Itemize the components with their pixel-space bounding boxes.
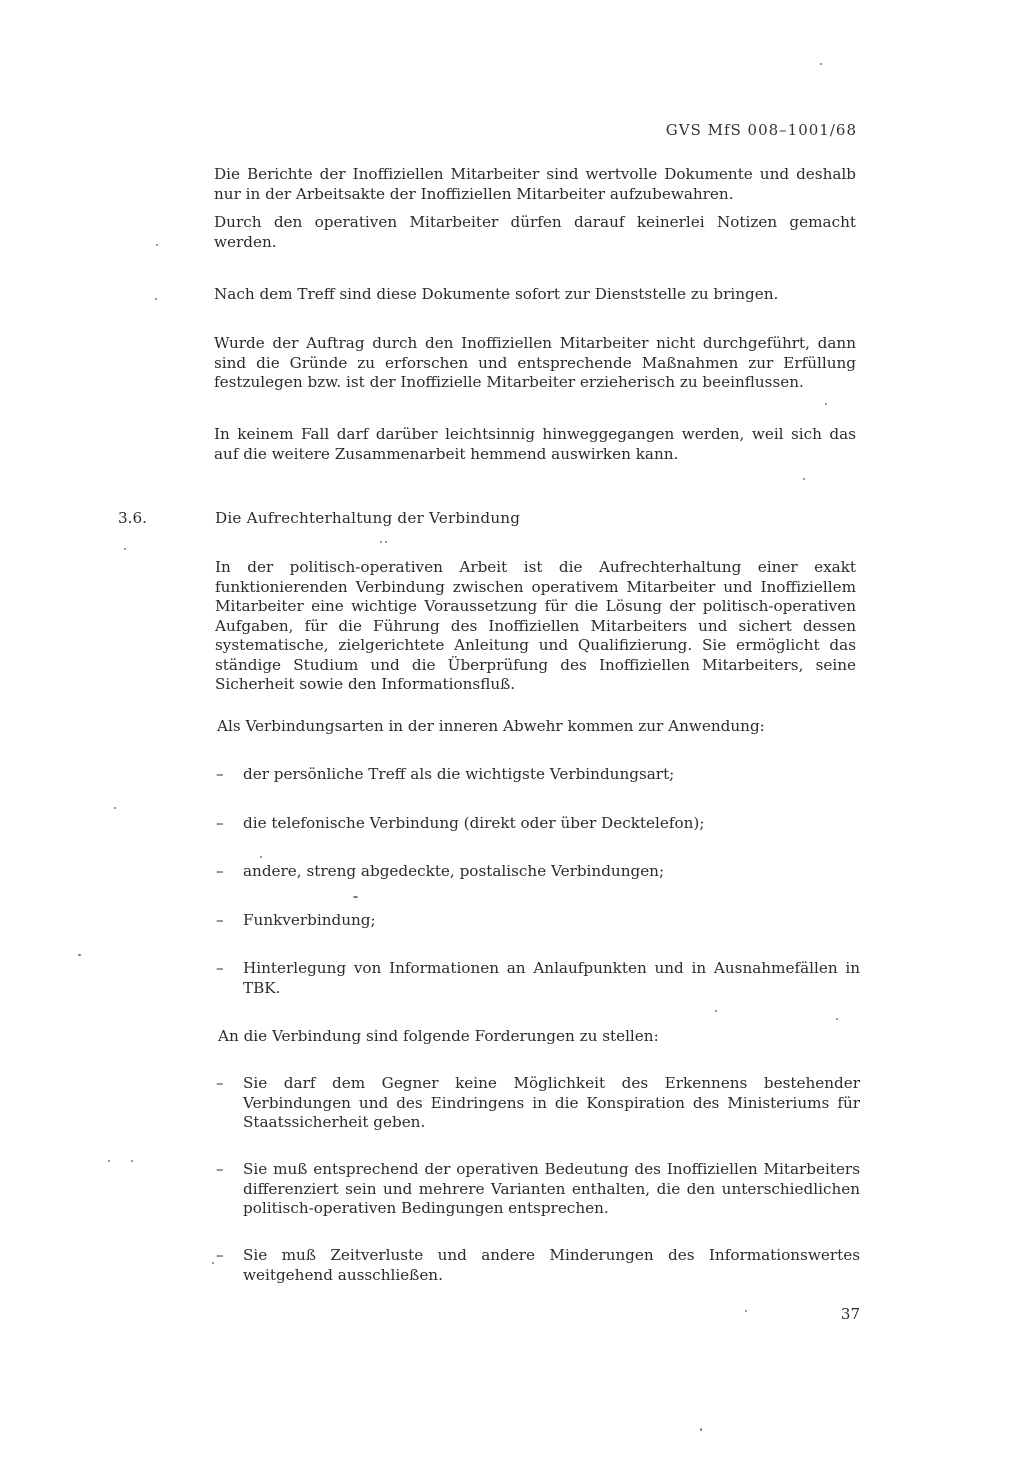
list-item-text: Hinterlegung von Informationen an Anlaufpunkten und in Ausnahmefällen in TBK.: [243, 959, 860, 997]
list-item-text: Sie muß Zeitverluste und andere Minderungen des Informationswertes weitgehend ausschließen.: [243, 1246, 860, 1284]
scan-speck: [131, 1160, 133, 1162]
scan-speck: [212, 1262, 214, 1264]
list-dash: –: [216, 911, 224, 929]
document-reference: GVS MfS 008–1001/68: [665, 121, 857, 139]
scan-speck: [260, 856, 262, 858]
scan-speck: [156, 244, 158, 246]
paragraph-reports-storage: Die Berichte der Inoffiziellen Mitarbeiter sind wertvolle Dokumente und deshalb nur in der Arbeitsakte der Inoffiziellen Mitarbeiter aufzubewahren.: [214, 165, 856, 203]
scan-speck: [700, 1428, 702, 1431]
scan-speck: [385, 541, 387, 543]
list-item: [216, 959, 860, 998]
list-dash: –: [216, 1074, 224, 1092]
list-dash: –: [216, 1246, 224, 1264]
section-intro-paragraph: In der politisch-operativen Arbeit ist die Aufrechterhaltung einer exakt funktionierenden Verbindung zwischen operativem Mitarbeiter und Inoffiziellem Mitarbeiter eine wichtige Voraussetzung für die Lösung der politisch-operativen Aufgaben, für die Führung des Inoffiziellen Mitarbeiters und sichert dessen systematische, zielgerichtete Anleitung und Qualifizierung. Sie ermöglicht das ständige Studium und die Überprüfung des Inoffiziellen Mitarbeiters, seine Sicherheit sowie den Informationsfluß.: [215, 558, 856, 693]
scan-speck: [820, 63, 822, 65]
list-dash: –: [216, 765, 224, 783]
section-title: Die Aufrechterhaltung der Verbindung: [215, 509, 521, 527]
paragraph-no-carelessness: In keinem Fall darf darüber leichtsinnig hinweggegangen werden, weil sich das auf die weitere Zusammenarbeit hemmend auswirken kann.: [214, 425, 856, 463]
list-dash: –: [216, 1160, 224, 1178]
scan-speck: [114, 807, 116, 809]
list-item: [216, 814, 860, 834]
requirements-intro: An die Verbindung sind folgende Forderungen zu stellen:: [218, 1027, 659, 1045]
paragraph-no-notes: Durch den operativen Mitarbeiter dürfen darauf keinerlei Notizen gemacht werden.: [214, 213, 856, 251]
list-item-text: Funkverbindung;: [243, 911, 376, 929]
page-number: 37: [840, 1305, 860, 1323]
connection-types-intro: Als Verbindungsarten in der inneren Abwehr kommen zur Anwendung:: [217, 717, 765, 735]
list-item-text: die telefonische Verbindung (direkt oder über Decktelefon);: [243, 814, 705, 832]
list-item: [216, 1074, 860, 1133]
scan-speck: [78, 954, 81, 956]
list-item: [216, 1160, 860, 1219]
list-item: [216, 765, 860, 785]
scan-speck: [155, 298, 157, 300]
list-item-text: andere, streng abgedeckte, postalische Verbindungen;: [243, 862, 665, 880]
scan-speck: [745, 1310, 747, 1312]
list-dash: –: [216, 959, 224, 977]
list-item: [216, 911, 860, 931]
list-item-text: Sie darf dem Gegner keine Möglichkeit des Erkennens bestehender Verbindungen und des Eindringens in die Konspiration des Ministeriums für Staatssicherheit geben.: [243, 1074, 860, 1131]
section-number: 3.6.: [118, 509, 147, 527]
list-item: [216, 862, 860, 882]
scan-speck: [124, 548, 126, 550]
scan-speck: [108, 1160, 110, 1162]
scan-speck: [380, 541, 382, 543]
paragraph-after-meeting: Nach dem Treff sind diese Dokumente sofort zur Dienststelle zu bringen.: [214, 285, 779, 303]
scan-speck: [836, 1018, 838, 1020]
paragraph-task-not-done: Wurde der Auftrag durch den Inoffiziellen Mitarbeiter nicht durchgeführt, dann sind die Gründe zu erforschen und entsprechende Maßnahmen zur Erfüllung festzulegen bzw. ist der Inoffizielle Mitarbeiter erzieherisch zu beeinflussen.: [214, 334, 856, 391]
list-item-text: Sie muß entsprechend der operativen Bedeutung des Inoffiziellen Mitarbeiters differenziert sein und mehrere Varianten enthalten, die den unterschiedlichen politisch-operativen Bedingungen entsprechen.: [243, 1160, 860, 1217]
list-dash: –: [216, 814, 224, 832]
scan-speck: [825, 403, 827, 405]
scan-speck: [353, 896, 358, 898]
scan-speck: [715, 1010, 717, 1012]
list-item-text: der persönliche Treff als die wichtigste Verbindungsart;: [243, 765, 675, 783]
scan-speck: [803, 478, 805, 480]
list-item: [216, 1246, 860, 1285]
list-dash: –: [216, 862, 224, 880]
